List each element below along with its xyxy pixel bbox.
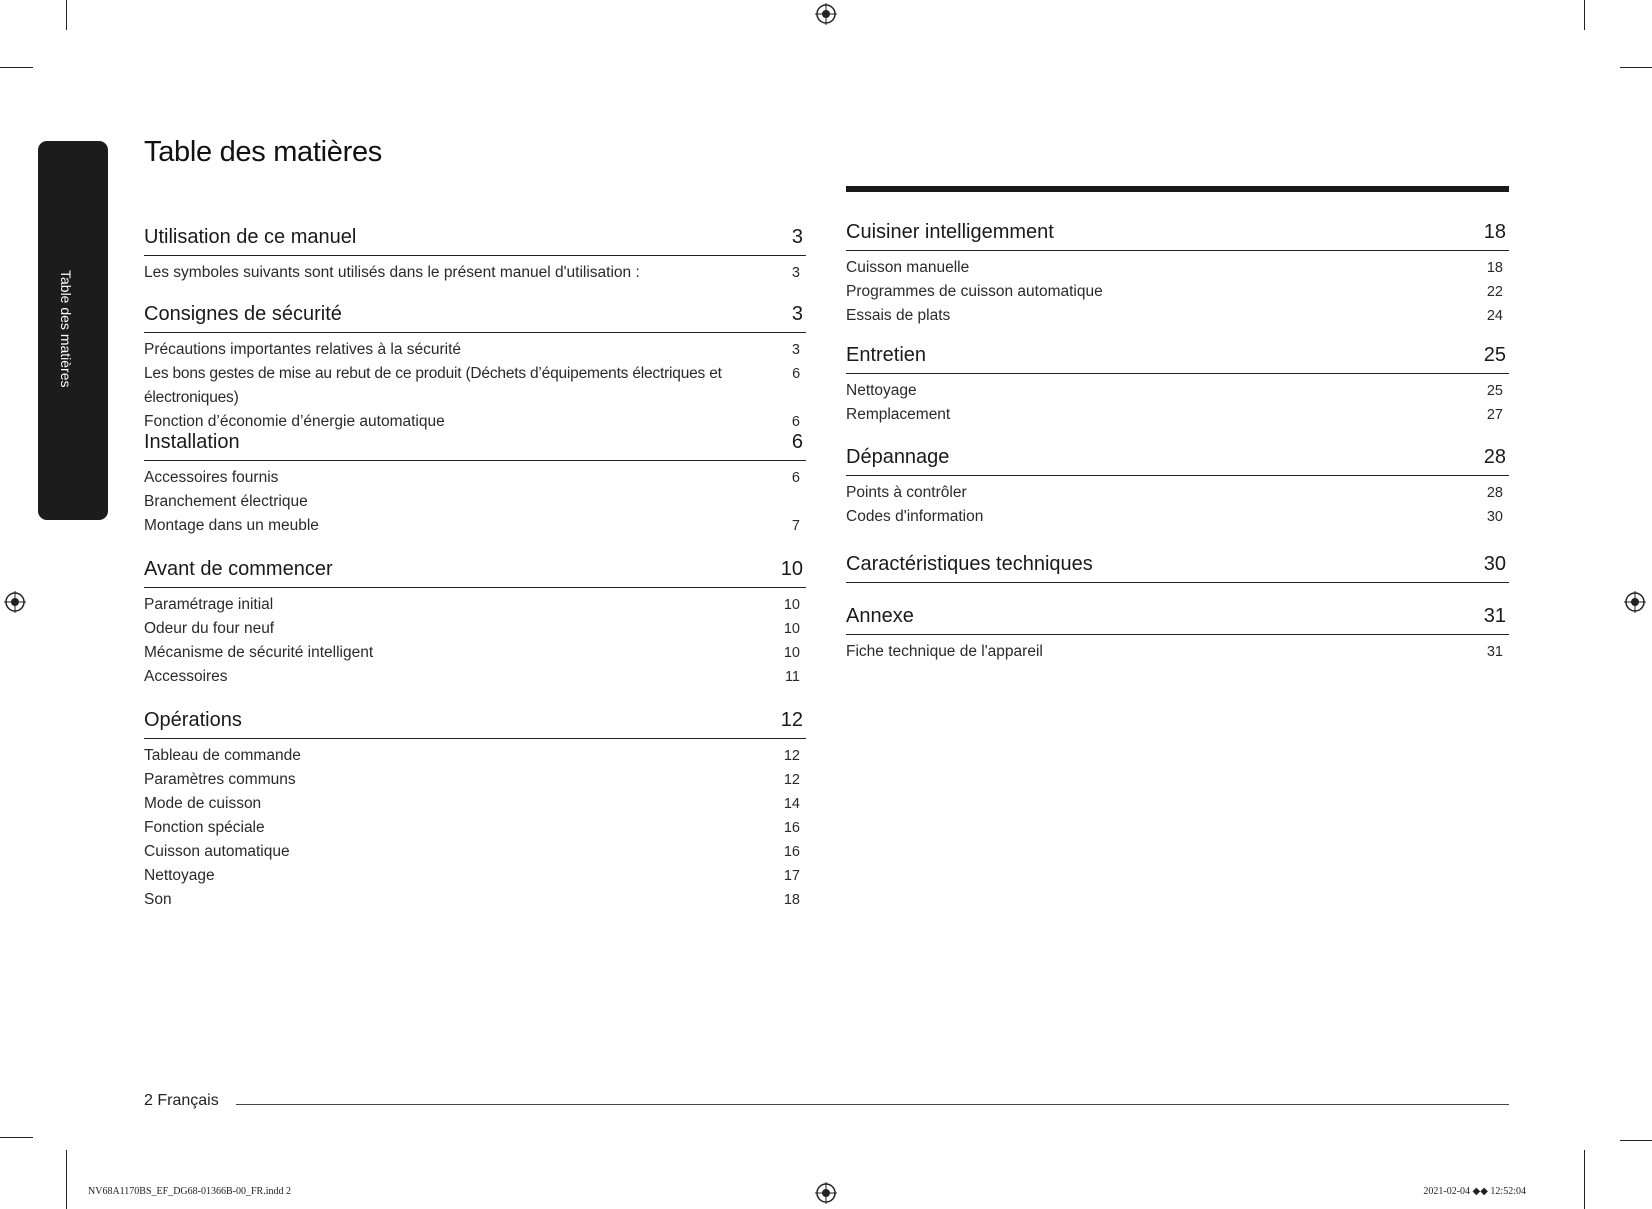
registration-mark-icon bbox=[815, 1182, 837, 1204]
page-title: Table des matières bbox=[144, 136, 382, 168]
side-tab-label: Table des matières bbox=[58, 270, 74, 388]
toc-section bbox=[144, 226, 806, 285]
section-page: 18 bbox=[1483, 221, 1506, 243]
toc-entry[interactable] bbox=[846, 403, 1509, 427]
section-page: 31 bbox=[1483, 605, 1506, 627]
section-heading[interactable] bbox=[144, 558, 806, 588]
toc-entry[interactable] bbox=[846, 280, 1509, 304]
toc-entry[interactable] bbox=[144, 864, 806, 888]
section-title: Avant de commencer bbox=[144, 558, 333, 580]
toc-entry[interactable] bbox=[144, 665, 806, 689]
toc-entry-label: Essais de plats bbox=[846, 307, 951, 324]
section-title: Consignes de sécurité bbox=[144, 303, 342, 325]
toc-entry-label: Paramètres communs bbox=[144, 771, 296, 788]
toc-entry-page: 14 bbox=[783, 796, 800, 812]
toc-entry-label: Paramétrage initial bbox=[144, 596, 274, 613]
section-page: 6 bbox=[791, 431, 803, 453]
toc-section bbox=[846, 344, 1509, 427]
toc-entry[interactable] bbox=[846, 640, 1509, 664]
toc-entry-label: Fonction d’économie d’énergie automatique bbox=[144, 413, 445, 430]
toc-entry-page: 25 bbox=[1486, 383, 1503, 399]
section-title: Entretien bbox=[846, 344, 927, 366]
toc-section bbox=[846, 446, 1509, 529]
toc-entry[interactable] bbox=[144, 840, 806, 864]
toc-entry-page: 7 bbox=[791, 518, 800, 534]
toc-entry[interactable] bbox=[144, 466, 806, 490]
toc-section bbox=[144, 303, 806, 434]
toc-entry-page: 31 bbox=[1486, 644, 1503, 660]
toc-entry-page: 18 bbox=[783, 892, 800, 908]
toc-section bbox=[144, 709, 806, 912]
section-page: 25 bbox=[1483, 344, 1506, 366]
section-heading[interactable] bbox=[846, 446, 1509, 476]
registration-mark-icon bbox=[4, 591, 26, 613]
section-heading[interactable] bbox=[846, 553, 1509, 583]
toc-entry-page: 6 bbox=[792, 366, 800, 382]
toc-entry-page: 30 bbox=[1486, 509, 1503, 525]
toc-entry[interactable] bbox=[144, 641, 806, 665]
registration-mark-icon bbox=[815, 3, 837, 25]
toc-section bbox=[846, 221, 1509, 328]
section-title: Installation bbox=[144, 431, 240, 453]
section-page: 12 bbox=[780, 709, 803, 731]
toc-entry-label: Les symboles suivants sont utilisés dans le présent manuel d'utilisation : bbox=[144, 264, 640, 281]
section-heading[interactable] bbox=[144, 709, 806, 739]
toc-entry-page: 10 bbox=[783, 645, 800, 661]
toc-entry[interactable] bbox=[144, 261, 806, 285]
toc-entry[interactable] bbox=[846, 505, 1509, 529]
toc-entry-page: 3 bbox=[791, 265, 800, 281]
toc-entry-label: Nettoyage bbox=[144, 867, 215, 884]
toc-entry-page: 16 bbox=[783, 820, 800, 836]
section-divider bbox=[846, 186, 1509, 192]
toc-entry-page: 16 bbox=[783, 844, 800, 860]
section-page: 3 bbox=[791, 226, 803, 248]
section-title: Utilisation de ce manuel bbox=[144, 226, 357, 248]
toc-entry-label: Accessoires fournis bbox=[144, 469, 279, 486]
toc-entry-page: 10 bbox=[783, 597, 800, 613]
crop-mark bbox=[1584, 1150, 1585, 1209]
toc-entry[interactable] bbox=[144, 768, 806, 792]
print-slug-timestamp: 2021-02-04 ◆◆ 12:52:04 bbox=[1423, 1186, 1526, 1197]
crop-mark bbox=[1620, 1140, 1652, 1141]
toc-entry-page: 24 bbox=[1486, 308, 1503, 324]
section-page: 28 bbox=[1483, 446, 1506, 468]
toc-entry[interactable] bbox=[846, 304, 1509, 328]
toc-entry-page: 6 bbox=[791, 470, 800, 486]
section-page: 10 bbox=[780, 558, 803, 580]
toc-entry[interactable] bbox=[144, 816, 806, 840]
section-title: Opérations bbox=[144, 709, 242, 731]
section-page: 30 bbox=[1483, 553, 1506, 575]
section-title: Dépannage bbox=[846, 446, 950, 468]
toc-entry-page: 17 bbox=[783, 868, 800, 884]
section-heading[interactable] bbox=[846, 221, 1509, 251]
toc-entry[interactable] bbox=[144, 338, 806, 362]
crop-mark bbox=[66, 1150, 67, 1209]
section-title: Caractéristiques techniques bbox=[846, 553, 1093, 575]
crop-mark bbox=[66, 0, 67, 30]
crop-mark bbox=[1620, 67, 1652, 68]
toc-entry[interactable] bbox=[144, 593, 806, 617]
toc-entry-page: 18 bbox=[1486, 260, 1503, 276]
toc-entry-label: Nettoyage bbox=[846, 382, 917, 399]
toc-section bbox=[144, 558, 806, 689]
toc-entry-label: Branchement électrique bbox=[144, 493, 308, 510]
section-title: Annexe bbox=[846, 605, 914, 627]
footer-rule bbox=[236, 1104, 1509, 1105]
toc-entry-label: Cuisson automatique bbox=[144, 843, 290, 860]
toc-entry-label: Les bons gestes de mise au rebut de ce produit (Déchets d’équipements électriques et électroniques) bbox=[144, 365, 722, 406]
toc-entry-page: 10 bbox=[783, 621, 800, 637]
toc-entry-label: Fonction spéciale bbox=[144, 819, 265, 836]
toc-entry-label: Fiche technique de l'appareil bbox=[846, 643, 1043, 660]
toc-entry-label: Cuisson manuelle bbox=[846, 259, 970, 276]
toc-entry-label: Son bbox=[144, 891, 172, 908]
toc-entry-label: Tableau de commande bbox=[144, 747, 301, 764]
toc-entry-label: Odeur du four neuf bbox=[144, 620, 275, 637]
toc-entry-label: Codes d'information bbox=[846, 508, 984, 525]
toc-entry[interactable] bbox=[144, 792, 806, 816]
toc-section bbox=[846, 553, 1509, 583]
section-page: 3 bbox=[791, 303, 803, 325]
footer-page-language: 2 Français bbox=[144, 1092, 219, 1109]
section-heading[interactable] bbox=[144, 303, 806, 333]
toc-entry-page: 3 bbox=[791, 342, 800, 358]
toc-entry[interactable] bbox=[144, 744, 806, 768]
toc-entry[interactable] bbox=[846, 256, 1509, 280]
toc-entry-page: 27 bbox=[1486, 407, 1503, 423]
toc-entry[interactable] bbox=[846, 379, 1509, 403]
toc-entry-page: 11 bbox=[784, 669, 800, 685]
toc-section bbox=[144, 431, 806, 538]
toc-entry-page: 6 bbox=[791, 414, 800, 430]
toc-entry-label: Précautions importantes relatives à la sécurité bbox=[144, 341, 462, 358]
crop-mark bbox=[0, 1137, 33, 1138]
section-heading[interactable] bbox=[144, 226, 806, 256]
toc-entry[interactable] bbox=[144, 362, 806, 410]
toc-entry-label: Accessoires bbox=[144, 668, 228, 685]
crop-mark bbox=[0, 67, 33, 68]
section-heading[interactable] bbox=[846, 344, 1509, 374]
toc-entry[interactable] bbox=[144, 490, 806, 514]
section-heading[interactable] bbox=[144, 431, 806, 461]
toc-entry[interactable] bbox=[144, 617, 806, 641]
toc-entry-label: Mécanisme de sécurité intelligent bbox=[144, 644, 374, 661]
toc-entry-label: Montage dans un meuble bbox=[144, 517, 319, 534]
print-slug-filename: NV68A1170BS_EF_DG68-01366B-00_FR.indd 2 bbox=[88, 1186, 291, 1197]
toc-entry[interactable] bbox=[144, 514, 806, 538]
toc-section bbox=[846, 605, 1509, 664]
registration-mark-icon bbox=[1624, 591, 1646, 613]
crop-mark bbox=[1584, 0, 1585, 30]
toc-entry[interactable] bbox=[846, 481, 1509, 505]
toc-entry-label: Mode de cuisson bbox=[144, 795, 262, 812]
toc-entry-label: Programmes de cuisson automatique bbox=[846, 283, 1103, 300]
section-heading[interactable] bbox=[846, 605, 1509, 635]
toc-entry-page: 12 bbox=[783, 748, 800, 764]
toc-entry-page: 28 bbox=[1486, 485, 1503, 501]
toc-entry[interactable] bbox=[144, 888, 806, 912]
toc-entry-label: Remplacement bbox=[846, 406, 951, 423]
section-title: Cuisiner intelligemment bbox=[846, 221, 1054, 243]
toc-entry-page: 22 bbox=[1486, 284, 1503, 300]
toc-entry-page: 12 bbox=[783, 772, 800, 788]
toc-entry-label: Points à contrôler bbox=[846, 484, 967, 501]
